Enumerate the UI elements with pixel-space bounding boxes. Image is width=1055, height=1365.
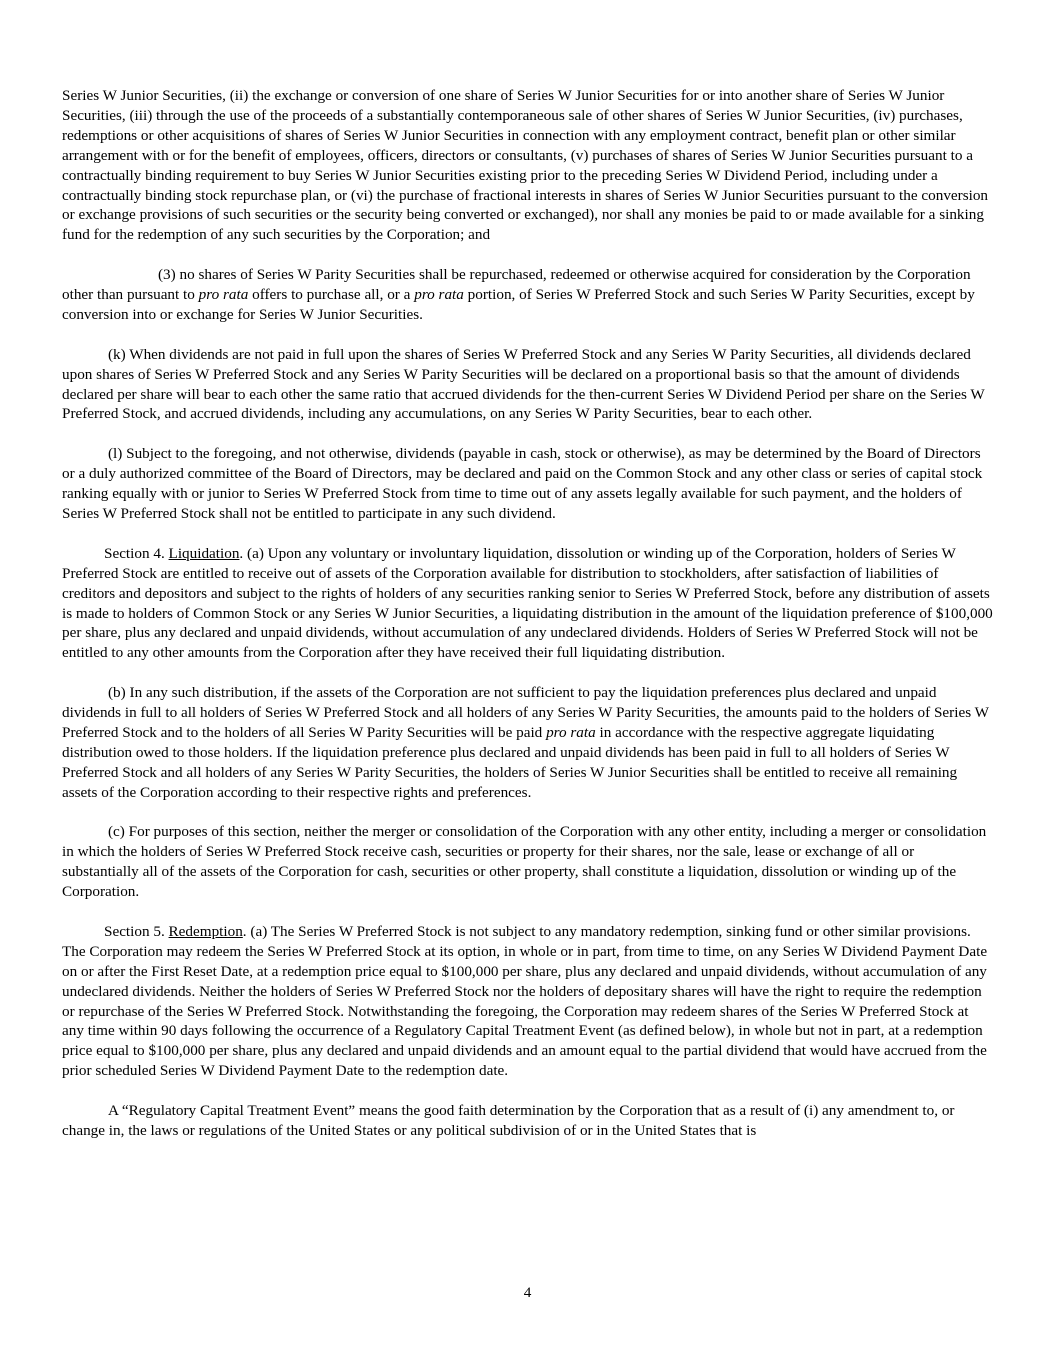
section-number: Section 4. [104, 544, 169, 562]
paragraph-text: in accordance with the respective aggregate liquidating distribution owed to those holders. If the liquidation preference plus declared and unpaid dividends has been paid in full to all holders of Series W Preferred Stock and all holders of any Series W Parity Securities, the holders of Series W Junior Securities shall be entitled to receive all remaining assets of the Corporation according to their respective rights and preferences. [62, 723, 958, 801]
document-page [62, 86, 994, 1161]
paragraph-section-4-liquidation [62, 544, 994, 663]
paragraph-text: (l) Subject to the foregoing, and not otherwise, dividends (payable in cash, stock or otherwise), as may be determined by the Board of Directors or a duly authorized committee of the Board of Directors, may be declared and paid on the Common Stock and any other class or series of capital stock ranking equally with or junior to Series W Preferred Stock from time to time out of any assets legally available for such payment, and the holders of Series W Preferred Stock shall not be entitled to participate in any such dividend. [62, 445, 983, 522]
paragraph-text: offers to purchase all, or a [248, 286, 415, 304]
italic-term: pro rata [546, 723, 596, 741]
paragraph-k-dividends-not-paid [62, 345, 994, 425]
paragraph-parity-securities-repurchase [62, 265, 994, 325]
paragraph-text: . (a) The Series W Preferred Stock is not subject to any mandatory redemption, sinking fund or other similar provisions. The Corporation may redeem the Series W Preferred Stock at its option, in whole or in part, from time to time, on any Series W Dividend Payment Date on or after the First Reset Date, at a redemption price equal to $100,000 per share, plus any declared and unpaid dividends, without accumulation of any undeclared dividends. Neither the holders of Series W Preferred Stock nor the holders of depositary shares will have the right to require the redemption or repurchase of the Series W Preferred Stock. Notwithstanding the foregoing, the Corporation may redeem shares of the Series W Preferred Stock at any time within 90 days following the occurrence of a Regulatory Capital Treatment Event (as defined below), in whole but not in part, at a redemption price equal to $100,000 per share, plus any declared and unpaid dividends and an amount equal to the partial dividend that would have accrued from the prior scheduled Series W Dividend Payment Date to the redemption date. [62, 922, 988, 1080]
paragraph-text: A “Regulatory Capital Treatment Event” means the good faith determination by the Corporation that as a result of (i) any amendment to, or change in, the laws or regulations of the United States or any political subdivision of or in the United States that is [62, 1102, 955, 1139]
paragraph-section-5-redemption [62, 922, 994, 1081]
italic-term: pro rata [198, 286, 249, 304]
paragraph-junior-securities-exceptions [62, 86, 994, 245]
paragraph-text: portion, of Series W Preferred Stock and such Series W Parity Securities, except by conversion into or exchange for Series W Junior Securities. [62, 286, 975, 323]
paragraph-text: . (a) Upon any voluntary or involuntary liquidation, dissolution or winding up of the Corporation, holders of Series W Preferred Stock are entitled to receive out of assets of the Corporation available for distribution to stockholders, after satisfaction of liabilities of creditors and depositors and subject to the rights of holders of any securities ranking senior to Series W Preferred Stock, before any distribution of assets is made to holders of Common Stock or any Series W Junior Securities, a liquidating distribution in the amount of the liquidation preference of $100,000 per share, plus any declared and unpaid dividends, without accumulation of any undeclared dividends. Holders of Series W Preferred Stock will not be entitled to any other amounts from the Corporation after they have received their full liquidating distribution. [62, 544, 993, 662]
section-number: Section 5. [104, 922, 169, 940]
paragraph-c-merger-consolidation [62, 822, 994, 902]
paragraph-b-distribution [62, 683, 994, 802]
paragraph-text: (c) For purposes of this section, neither the merger or consolidation of the Corporation with any other entity, including a merger or consolidation in which the holders of Series W Preferred Stock receive cash, securities or property for their shares, nor the sale, lease or exchange of all or substantially all of the assets of the Corporation for cash, securities or other property, shall constitute a liquidation, dissolution or winding up of the Corporation. [62, 823, 987, 901]
paragraph-regulatory-capital-treatment-event [62, 1101, 994, 1141]
italic-term: pro rata [414, 286, 464, 304]
paragraph-l-dividends-board [62, 444, 994, 524]
section-heading-liquidation: Liquidation [168, 544, 240, 562]
paragraph-text: (k) When dividends are not paid in full upon the shares of Series W Preferred Stock and any Series W Parity Securities, all dividends declared upon shares of Series W Preferred Stock and any Series W Parity Securities will be declared on a proportional basis so that the amount of dividends declared per share will bear to each other the same ratio that accrued dividends for the then-current Series W Dividend Period per share on the Series W Preferred Stock, and accrued dividends, including any accumulations, on any Series W Parity Securities, bear to each other. [62, 345, 985, 423]
paragraph-text: (b) In any such distribution, if the assets of the Corporation are not sufficient to pay the liquidation preferences plus declared and unpaid dividends in full to all holders of Series W Preferred Stock and all holders of any Series W Parity Securities, the amounts paid to the holders of Series W Preferred Stock and to the holders of all Series W Parity Securities will be paid [62, 684, 989, 741]
paragraph-text: (3) no shares of Series W Parity Securities shall be repurchased, redeemed or otherwise acquired for consideration by the Corporation other than pursuant to [62, 266, 971, 304]
paragraph-text: Series W Junior Securities, (ii) the exchange or conversion of one share of Series W Junior Securities for or into another share of Series W Junior Securities, (iii) through the use of the proceeds of a substantially contemporaneous sale of other shares of Series W Junior Securities, (iv) purchases, redemptions or other acquisitions of shares of Series W Junior Securities in connection with any employment contract, benefit plan or other similar arrangement with or for the benefit of employees, officers, directors or consultants, (v) purchases of shares of Series W Junior Securities pursuant to a contractually binding requirement to buy Series W Junior Securities existing prior to the preceding Series W Dividend Period, including under a contractually binding stock repurchase plan, or (vi) the purchase of fractional interests in shares of Series W Junior Securities pursuant to the conversion or exchange provisions of such securities or the security being converted or exchanged), nor shall any monies be paid to or made available for a sinking fund for the redemption of any such securities by the Corporation; and [62, 87, 989, 244]
section-heading-redemption: Redemption [168, 922, 243, 940]
page-number: 4 [523, 1284, 532, 1301]
